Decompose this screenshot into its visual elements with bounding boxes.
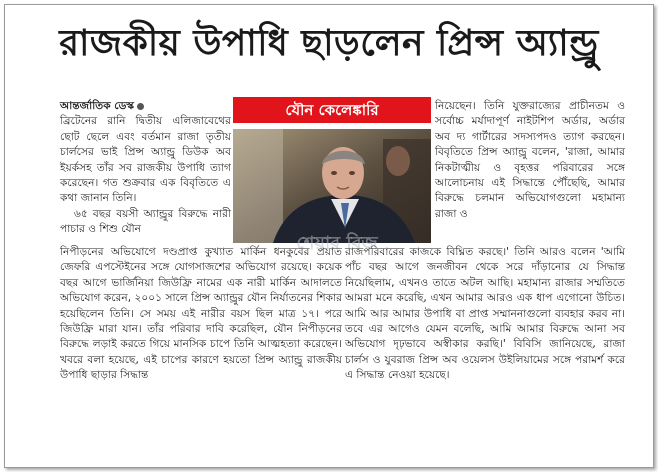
paragraph-bottom-right: রাজপরিবারের কাজকে বিঘ্নিত করছে।' তিনি আরও বলেন 'আমি পাঁচ বছর আগে জনজীবন থেকে সরে দাঁড়ানোর যে সিদ্ধান্ত নিয়েছিলাম, এখনও তাতে অটল আছি। মহামান্য রাজার সম্মতিতে আমরা মনে করেছি, এখন আমার আরও এক ধাপ এগোনো উচিত। আমি আর আমার উপাধি বা প্রাপ্ত সম্মাননাগুলো ব্যবহার করব না। তবে এর আগেও যেমন বলেছি, আমি আমার বিরুদ্ধে আনা সব অভিযোগ দৃঢ়ভাবে অস্বীকার করছি।' বিবিসি জানিয়েছে, রাজা চার্লস ও যুবরাজ প্রিন্স অব ওয়েলস উইলিয়ামের সঙ্গে পরামর্শ করে এ সিদ্ধান্ত নেওয়া হয়েছে।: [345, 246, 625, 382]
bullet-icon: [137, 103, 144, 110]
kicker-label: যৌন কেলেঙ্কারি: [233, 97, 431, 123]
watermark-logo: শেয়ার বিজ: [296, 233, 378, 254]
paragraph-right: নিয়েছেন। তিনি যুক্তরাজ্যের প্রাচীনতম ও সর্বোচ্চ মর্যাদাপূর্ণ নাইটশিপ অর্ডার, অর্ডার অব দ্য গার্টারের সদস্যপদও ত্যাগ করছেন। বিবৃতিতে প্রিন্স অ্যান্ড্রু বলেন, 'রাজা, আমার নিকটাত্মীয় ও বৃহত্তর পরিবারের সঙ্গে আলোচনায় এই সিদ্ধান্তে পৌঁছেছি, আমার বিরুদ্ধে চলমান অভিযোগগুলো মহামান্য রাজা ও: [435, 100, 625, 220]
dateline: আন্তর্জাতিক ডেস্ক: [60, 100, 135, 112]
news-clipping: [4, 4, 654, 468]
column-left: [60, 99, 231, 238]
column-right: [435, 99, 625, 222]
paragraph-1: ব্রিটেনের রানি দ্বিতীয় এলিজাবেথের ছোট ছেলে এবং বর্তমান রাজা তৃতীয় চার্লসের ভাই প্রিন্স অ্যান্ড্রু ডিউক অব ইয়র্কসহ তাঁর সব রাজকীয় উপাধি ত্যাগ করেছেন। গত শুক্রবার এক বিবৃতিতে এ কথা জানান তিনি।: [60, 115, 231, 205]
portrait-image: [233, 129, 431, 243]
paragraph-bottom-left: নিপীড়নের অভিযোগে দণ্ডপ্রাপ্ত কুখ্যাত মার্কিন ধনকুবের প্রয়াত জেফরি এপস্টেইনের সঙ্গে যোগসাজশের অভিযোগ রয়েছে। কয়েক বছর আগে ভার্জিনিয়া জিউফ্রি নামের এক নারী মার্কিন আদালতে অভিযোগ করেন, ২০০১ সালে প্রিন্স অ্যান্ড্রুর যৌন নির্যাতনের শিকার হয়েছিলেন তিনি। সে সময় এই নারীর বয়স ছিল মাত্র ১৭। পরে জিউফ্রি মারা যান। তাঁর পরিবার দাবি করেছিল, যৌন নিপীড়নের বিরুদ্ধে লড়াই করতে গিয়ে মানসিক চাপে তিনি আত্মহত্যা করেছেন। খবরে বলা হয়েছে, এই চাপের কারণে হয়তো প্রিন্স অ্যান্ড্রু রাজকীয় উপাধি ছাড়ার সিদ্ধান্ত: [60, 246, 342, 382]
column-bottom-left: [60, 245, 342, 384]
column-bottom-right: [345, 245, 625, 384]
paragraph-2: ৬৫ বছর বয়সী অ্যান্ড্রুর বিরুদ্ধে নারী পাচার ও শিশু যৌন: [60, 207, 231, 236]
headline: রাজকীয় উপাধি ছাড়লেন প্রিন্স অ্যান্ড্রু: [59, 23, 599, 64]
news-photo: [233, 129, 431, 243]
